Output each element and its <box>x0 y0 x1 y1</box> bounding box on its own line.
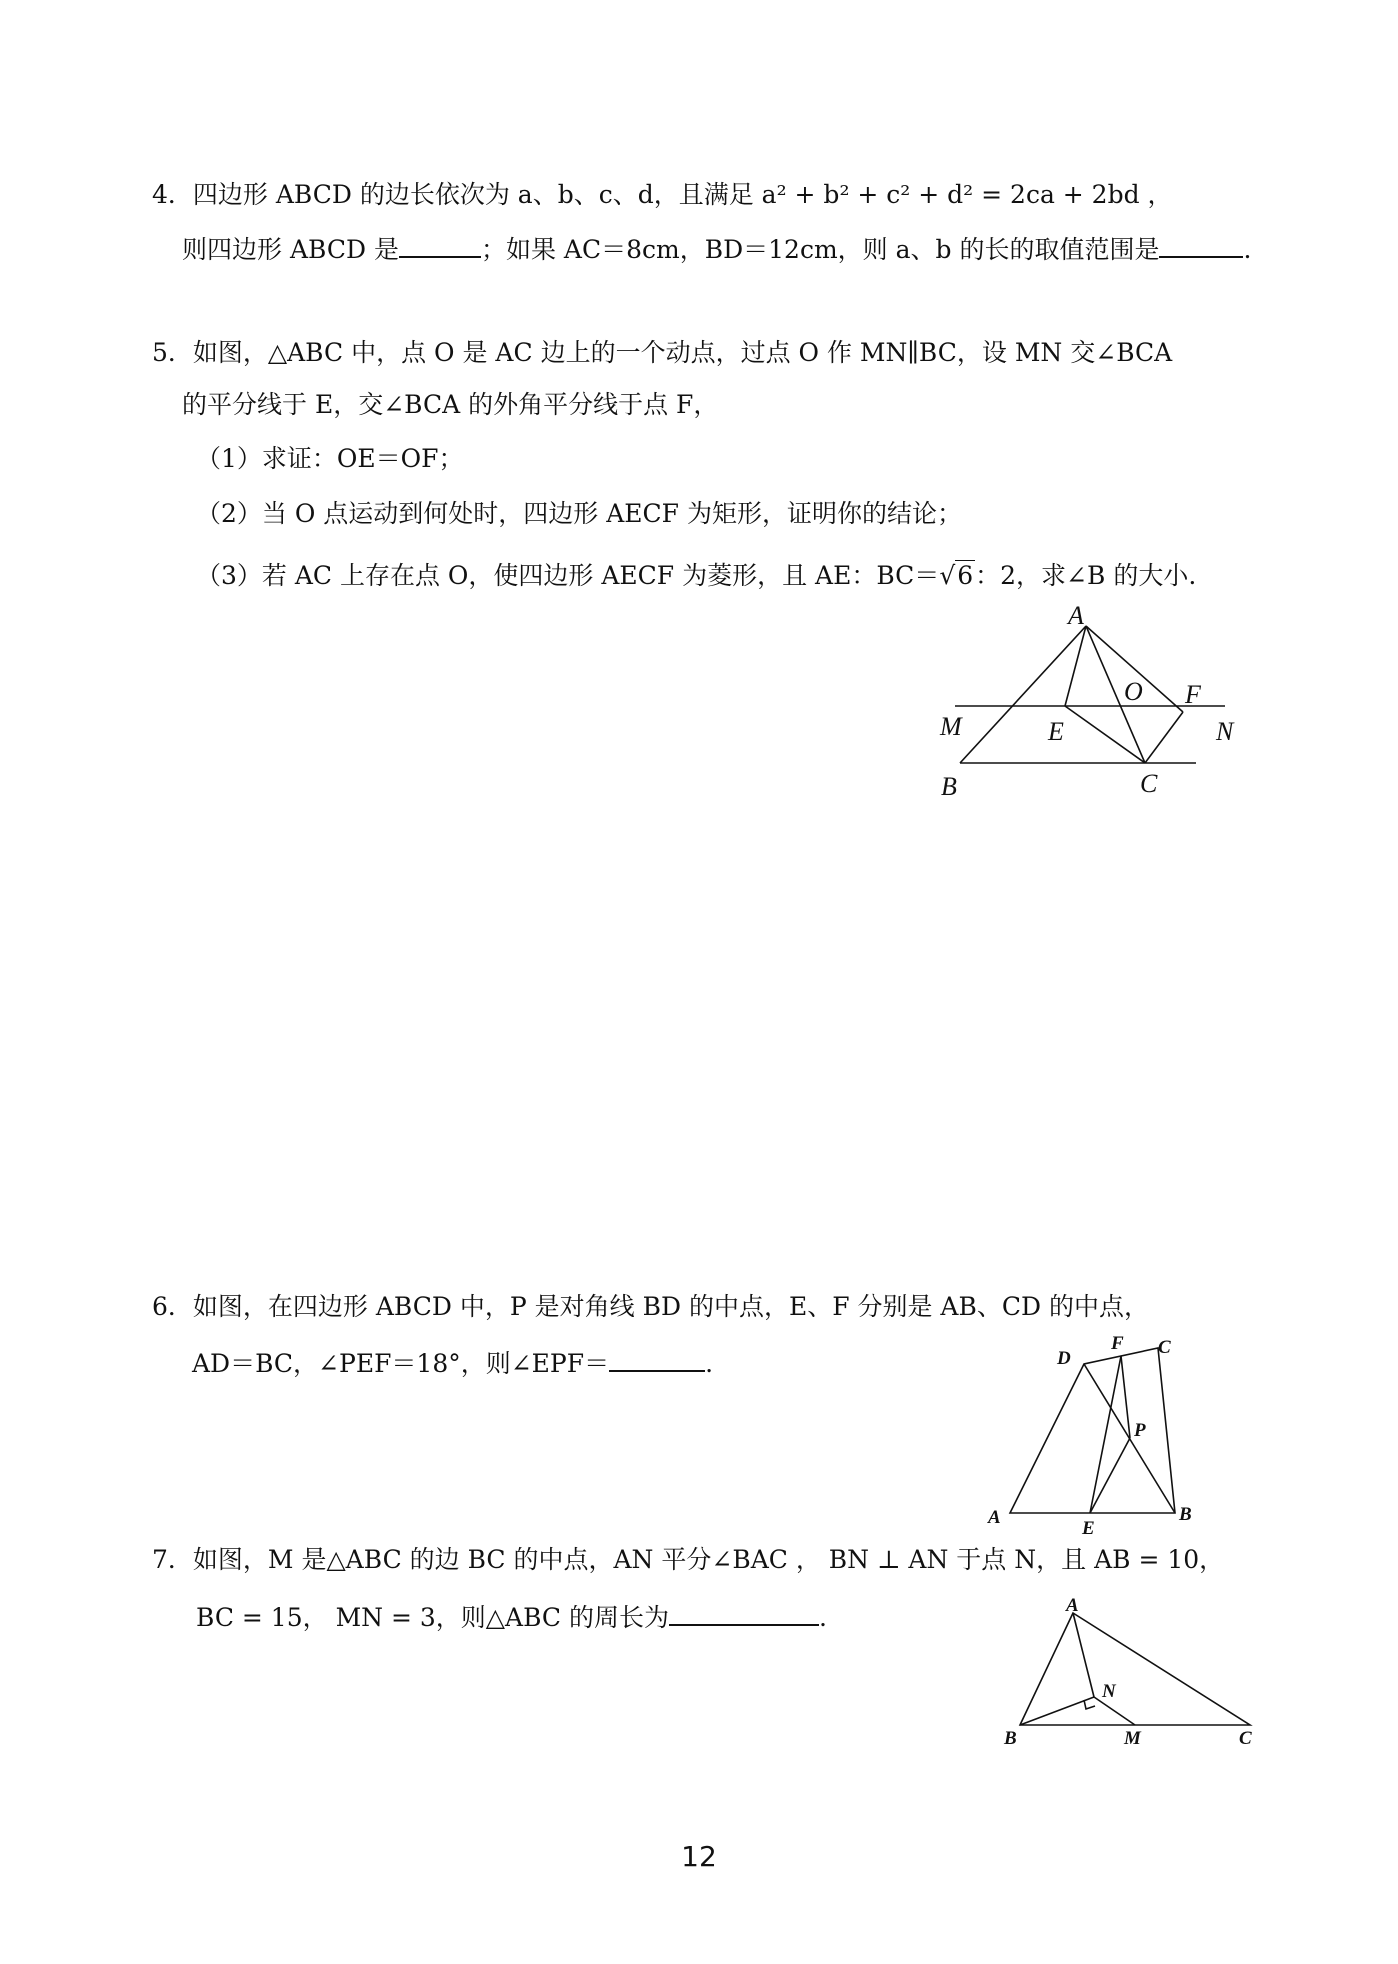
sqrt-radicand: 6 <box>957 561 974 590</box>
label-a: A <box>1068 601 1084 630</box>
label-b: B <box>1004 1728 1017 1749</box>
segment-ep <box>1090 1438 1130 1513</box>
problem-6-line-1 <box>152 1290 1149 1324</box>
label-a: A <box>1066 1595 1079 1616</box>
label-m: M <box>1124 1728 1141 1749</box>
problem-5-sub-2 <box>196 497 962 531</box>
page-number: 12 <box>681 1840 717 1873</box>
problem-5-sub-1-text: （1）求证：OE＝OF； <box>196 444 464 473</box>
problem-6-text-1: 6．如图，在四边形 ABCD 中，P 是对角线 BD 的中点，E、F 分别是 AB、CD 的中点， <box>152 1292 1149 1321</box>
label-m: M <box>940 712 962 741</box>
problem-7-text-2: BC = 15， MN = 3，则△ABC 的周长为 <box>196 1603 669 1632</box>
label-f: F <box>1185 680 1201 709</box>
problem-7-text-1: 7．如图，M 是△ABC 的边 BC 的中点，AN 平分∠BAC ， BN ⊥ AN 于点 N，且 AB = 10， <box>152 1545 1225 1574</box>
label-b: B <box>941 772 957 801</box>
label-f: F <box>1111 1333 1124 1354</box>
segment-ef <box>1090 1356 1121 1513</box>
label-e: E <box>1048 717 1064 746</box>
problem-5-sub-3 <box>196 559 1196 593</box>
problem-4-text-2b: ；如果 AC＝8cm，BD＝12cm，则 a、b 的长的取值范围是 <box>480 235 1160 264</box>
problem-5-sub-1 <box>196 442 464 476</box>
problem-6-line-2 <box>192 1346 713 1381</box>
segment-ab <box>960 626 1086 763</box>
label-c: C <box>1239 1728 1252 1749</box>
problem-7-line-1 <box>152 1543 1224 1577</box>
problem-5-line-1 <box>152 336 1172 370</box>
label-b: B <box>1179 1504 1192 1525</box>
label-e: E <box>1082 1518 1095 1539</box>
problem-4-text-1: 4．四边形 ABCD 的边长依次为 a、b、c、d，且满足 a² + b² + c² + d² = 2ca + 2bd ， <box>152 180 1173 209</box>
segment-cf <box>1145 712 1183 763</box>
problem-5-line-2 <box>182 388 718 422</box>
problem-4-end: . <box>1243 235 1252 264</box>
problem-5-sub-3-text-a: （3）若 AC 上存在点 O，使四边形 AECF 为菱形，且 AE：BC＝ <box>196 561 940 590</box>
problem-7-end: . <box>818 1603 827 1632</box>
label-p: P <box>1134 1420 1146 1441</box>
problem-5-sub-3-text-b: ：2，求∠B 的大小. <box>975 561 1197 590</box>
problem-5-sub-2-text: （2）当 O 点运动到何处时，四边形 AECF 为矩形，证明你的结论； <box>196 499 962 528</box>
answer-blank-7[interactable] <box>669 1600 819 1626</box>
right-angle-mark <box>1084 1700 1095 1709</box>
quadrilateral-abcd <box>1010 1348 1175 1513</box>
problem-5-text-2: 的平分线于 E，交∠BCA 的外角平分线于点 F， <box>182 390 719 419</box>
segment-an <box>1073 1613 1094 1697</box>
problem-6-figure <box>980 1330 1200 1540</box>
label-o: O <box>1124 677 1143 706</box>
problem-7-line-2 <box>196 1600 827 1635</box>
sqrt-symbol: √ <box>939 561 956 590</box>
label-n: N <box>1216 717 1234 746</box>
problem-6-text-2: AD＝BC，∠PEF＝18°，则∠EPF＝ <box>192 1349 610 1378</box>
problem-5-text-1: 5．如图，△ABC 中，点 O 是 AC 边上的一个动点，过点 O 作 MN∥BC，设 MN 交∠BCA <box>152 338 1173 367</box>
problem-4-text-2a: 则四边形 ABCD 是 <box>182 235 399 264</box>
answer-blank-6[interactable] <box>609 1346 705 1372</box>
problem-5-figure <box>930 600 1250 810</box>
label-c: C <box>1140 769 1158 798</box>
label-c: C <box>1158 1337 1171 1358</box>
label-a: A <box>988 1507 1001 1528</box>
triangle-abc <box>1020 1613 1250 1725</box>
problem-4-line-1 <box>152 178 1173 212</box>
label-n: N <box>1102 1681 1116 1702</box>
problem-6-end: . <box>705 1349 714 1378</box>
answer-blank-4a[interactable] <box>399 232 481 258</box>
label-d: D <box>1057 1348 1071 1369</box>
problem-7-figure <box>990 1590 1270 1760</box>
answer-blank-4b[interactable] <box>1159 232 1243 258</box>
problem-4-line-2 <box>182 232 1251 267</box>
